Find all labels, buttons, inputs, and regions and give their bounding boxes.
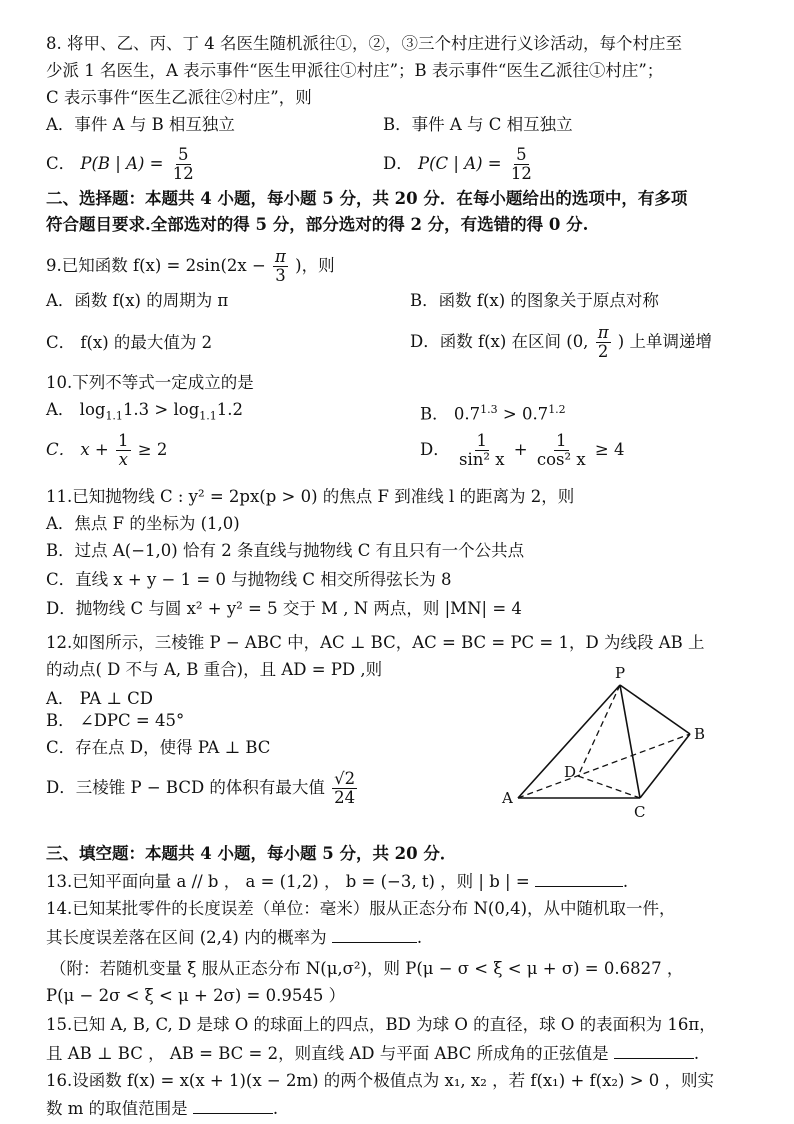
q9-stem [46, 248, 335, 285]
q10-option-d-fraction2 [535, 432, 588, 469]
q15-stem-line2 [46, 1042, 699, 1065]
section2-header-line2: 符合题目要求.全部选对的得 5 分，部分选对的得 2 分，有选错的得 0 分. [46, 215, 589, 234]
q10-option-b [420, 399, 566, 426]
q9-option-d-post: ) 上单调递增 [617, 332, 712, 351]
q14-stem-line1: 14.已知某批零件的长度误差（单位：毫米）服从正态分布 N(0,4)，从中随机取一件， [46, 899, 676, 918]
q13-answer-blank[interactable] [535, 870, 623, 887]
fraction-denominator: sin² x [458, 450, 505, 469]
q9-option-d [410, 324, 712, 361]
q12-stem-line1: 12.如图所示，三棱锥 P − ABC 中，AC ⊥ BC，AC = BC = PC = 1，D 为线段 AB 上 [46, 633, 705, 652]
fraction-denominator: x [118, 450, 128, 469]
q14-stem-line2 [46, 926, 422, 949]
q9-option-c: C． f(x) 的最大值为 2 [46, 333, 213, 352]
q8-option-a: A．事件 A 与 B 相互独立 [46, 115, 235, 134]
q16-answer-blank[interactable] [193, 1097, 273, 1114]
q10-option-b-mid: > 0.7 [497, 404, 549, 424]
edge-dc-hidden [578, 776, 640, 798]
q13-end: . [622, 872, 629, 891]
fraction-denominator: 3 [275, 266, 286, 285]
q15-answer-blank[interactable] [614, 1042, 694, 1059]
q8-stem-line3: C 表示事件“医生乙派往②村庄”，则 [46, 88, 312, 107]
q8-option-d-expr: P(C | A) = [417, 154, 502, 173]
q14-line2-text: 其长度误差落在区间 (2,4) 内的概率为 [46, 928, 327, 947]
fraction-numerator: 5 [516, 145, 527, 164]
label-b: B [694, 725, 706, 743]
q16-line2-text: 数 m 的取值范围是 [46, 1099, 188, 1118]
q10-option-c-post: ≥ 2 [137, 440, 168, 459]
q9-stem-fraction [273, 248, 288, 285]
q12-option-a: A． PA ⊥ CD [46, 689, 154, 708]
fraction-numerator: π [275, 247, 286, 266]
label-a: A [502, 789, 513, 807]
q12-option-d [46, 770, 359, 807]
pyramid-figure [490, 660, 730, 825]
q11-option-a: A．焦点 F 的坐标为 (1,0) [46, 514, 240, 533]
q9-option-d-pre: D．函数 f(x) 在区间 (0, [410, 332, 589, 351]
fraction-denominator: 12 [510, 164, 532, 183]
edge-bc [640, 734, 690, 798]
fraction-denominator: 24 [334, 788, 356, 807]
q10-option-b-exp2: 1.2 [548, 403, 566, 416]
fraction-numerator: π [597, 323, 609, 342]
q10-option-a-end: 1.2 [216, 400, 244, 419]
q10-option-d-plus: + [513, 440, 528, 459]
q12-stem-line2: 的动点( D 不与 A, B 重合)，且 AD = PD ,则 [46, 660, 383, 679]
q10-option-d-fraction1 [457, 432, 507, 469]
section2-header-line1: 二、选择题：本题共 4 小题，每小题 5 分，共 20 分．在每小题给出的选项中，有多项 [46, 189, 688, 208]
fraction-numerator: 1 [476, 431, 487, 450]
q10-option-d [420, 432, 625, 469]
q8-option-d [383, 146, 536, 183]
q12-option-d-fraction [332, 770, 357, 807]
q11-option-b: B．过点 A(−1,0) 恰有 2 条直线与抛物线 C 有且只有一个公共点 [46, 541, 525, 560]
q10-option-c-pre: C． x + [46, 440, 109, 459]
label-c: C [634, 803, 646, 821]
q11-option-c: C．直线 x + y − 1 = 0 与抛物线 C 相交所得弦长为 8 [46, 570, 452, 589]
fraction-numerator: √2 [334, 769, 356, 788]
edge-pc [620, 685, 640, 798]
q12-option-d-text: D．三棱锥 P − BCD 的体积有最大值 [46, 778, 325, 797]
fraction-numerator: 1 [118, 431, 129, 450]
q9-option-b: B．函数 f(x) 的图象关于原点对称 [410, 291, 659, 310]
q8-option-c-label: C． [46, 154, 76, 173]
q8-option-d-fraction [509, 146, 534, 183]
q16-stem-line2 [46, 1097, 278, 1120]
q12-option-b: B． ∠DPC = 45° [46, 711, 185, 730]
q14-end: . [416, 928, 423, 947]
q13 [46, 870, 628, 893]
q13-text: 13.已知平面向量 a // b ， a = (1,2) ， b = (−3, t) ，则 | b | = [46, 872, 530, 891]
q15-line2-text: 且 AB ⊥ BC ， AB = BC = 2，则直线 AD 与平面 ABC 所成角的正弦值是 [46, 1044, 609, 1063]
q10-stem: 10.下列不等式一定成立的是 [46, 373, 254, 392]
fraction-numerator: 1 [556, 431, 567, 450]
q8-stem-line2: 少派 1 名医生，A 表示事件“医生甲派往①村庄”；B 表示事件“医生乙派往①村庄”； [46, 61, 664, 80]
fraction-denominator: cos² x [536, 450, 586, 469]
q10-option-a-mid: 1.3 > log [122, 400, 200, 419]
q10-option-d-post: ≥ 4 [594, 440, 625, 459]
q10-option-b-exp1: 1.3 [480, 403, 498, 416]
q15-stem-line1: 15.已知 A, B, C, D 是球 O 的球面上的四点，BD 为球 O 的直径，球 O 的表面积为 16π， [46, 1015, 716, 1034]
q14-note-line2: P(μ − 2σ < ξ < μ + 2σ) = 0.9545 ） [46, 986, 346, 1005]
q9-option-a: A．函数 f(x) 的周期为 π [46, 291, 229, 310]
q9-stem-pre: 9.已知函数 f(x) = 2sin(2x − [46, 256, 266, 275]
q14-note-line1: （附：若随机变量 ξ 服从正态分布 N(μ,σ²)，则 P(μ − σ < ξ < μ + σ) = 0.6827 ， [50, 959, 684, 978]
q14-answer-blank[interactable] [332, 926, 417, 943]
q8-option-c-expr: P(B | A) = [80, 154, 164, 173]
edge-pa [518, 685, 620, 798]
q10-option-c-fraction [116, 432, 131, 469]
q8-option-c-fraction [171, 146, 196, 183]
fraction-denominator: 12 [172, 164, 194, 183]
q8-stem-line1: 8. 将甲、乙、丙、丁 4 名医生随机派往①，②，③三个村庄进行义诊活动，每个村庄至 [46, 34, 682, 53]
fraction-numerator: 5 [178, 145, 189, 164]
label-p: P [615, 664, 626, 682]
q10-option-d-label: D． [420, 440, 450, 459]
q15-end: . [693, 1044, 700, 1063]
q12-option-c: C．存在点 D，使得 PA ⊥ BC [46, 738, 271, 757]
q8-option-d-label: D． [383, 154, 413, 173]
label-d: D [564, 763, 577, 781]
q11-option-d: D．抛物线 C 与圆 x² + y² = 5 交于 M , N 两点，则 |MN| = 4 [46, 599, 522, 618]
fraction-denominator: 2 [597, 342, 609, 361]
q9-stem-post: )，则 [295, 256, 335, 275]
q10-option-a-base2: 1.1 [199, 409, 217, 423]
q10-option-a-base1: 1.1 [105, 409, 123, 423]
q11-stem: 11.已知抛物线 C : y² = 2px(p > 0) 的焦点 F 到准线 l 的距离为 2，则 [46, 487, 575, 506]
q16-end: . [272, 1099, 279, 1118]
section3-header: 三、填空题：本题共 4 小题，每小题 5 分，共 20 分． [46, 844, 457, 863]
q9-option-d-fraction [596, 324, 611, 361]
edge-pb [620, 685, 690, 734]
q8-option-c [46, 146, 198, 183]
q8-option-b: B．事件 A 与 C 相互独立 [383, 115, 573, 134]
q10-option-a-text: A． log [46, 400, 106, 419]
q10-option-a [46, 399, 243, 427]
q10-option-c [46, 432, 167, 469]
q16-stem-line1: 16.设函数 f(x) = x(x + 1)(x − 2m) 的两个极值点为 x₁, x₂ ，若 f(x₁) + f(x₂) > 0 ，则实 [46, 1071, 715, 1090]
q10-option-b-text: B． 0.7 [420, 404, 481, 424]
